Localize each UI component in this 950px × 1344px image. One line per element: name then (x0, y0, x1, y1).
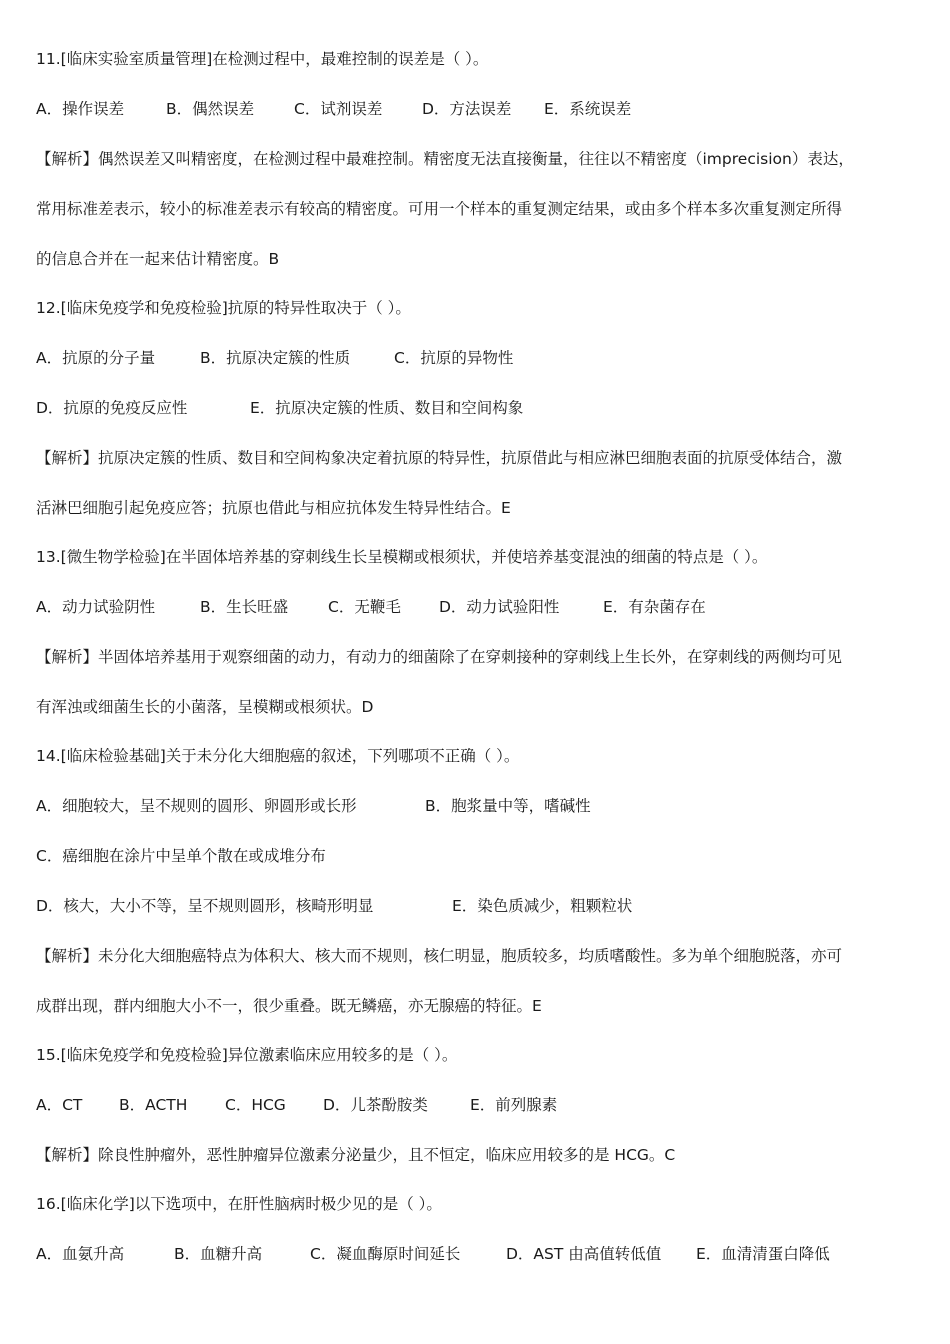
question-11-analysis-line: 的信息合并在一起来估计精密度。B (36, 250, 280, 268)
option-a: A．血氨升高 (36, 1245, 125, 1263)
option-e: E．染色质减少，粗颗粒状 (452, 897, 633, 915)
option-a: A．细胞较大，呈不规则的圆形、卵圆形或长形 (36, 797, 357, 815)
option-b: B．ACTH (119, 1096, 188, 1114)
question-11-options (36, 98, 916, 120)
option-c: C．无鞭毛 (328, 598, 401, 616)
question-11-analysis-line: 常用标准差表示，较小的标准差表示有较高的精密度。可用一个样本的重复测定结果，或由多个样本多次重复测定所得 (36, 200, 843, 218)
option-e: E．系统误差 (544, 100, 632, 118)
option-c: C．试剂误差 (294, 100, 383, 118)
option-b: B．胞浆量中等，嗜碱性 (425, 797, 591, 815)
question-11-stem: 11.[临床实验室质量管理]在检测过程中，最难控制的误差是（ ）。 (36, 50, 489, 68)
question-12-stem: 12.[临床免疫学和免疫检验]抗原的特异性取决于（ ）。 (36, 299, 411, 317)
question-14-analysis-line: 【解析】未分化大细胞癌特点为体积大、核大而不规则，核仁明显，胞质较多，均质嗜酸性。多为单个细胞脱落，亦可 (36, 947, 843, 965)
option-b: B．血糖升高 (174, 1245, 263, 1263)
question-12-options (36, 347, 916, 369)
option-e: E．血清清蛋白降低 (696, 1245, 830, 1263)
question-12-analysis-line: 活淋巴细胞引起免疫应答；抗原也借此与相应抗体发生特异性结合。E (36, 499, 511, 517)
question-14-stem: 14.[临床检验基础]关于未分化大细胞癌的叙述，下列哪项不正确（ ）。 (36, 747, 520, 765)
option-a: A．动力试验阴性 (36, 598, 156, 616)
option-d: D．动力试验阳性 (439, 598, 560, 616)
question-13-analysis-line: 有浑浊或细菌生长的小菌落，呈模糊或根须状。D (36, 698, 374, 716)
question-12-analysis-line: 【解析】抗原决定簇的性质、数目和空间构象决定着抗原的特异性，抗原借此与相应淋巴细胞表面的抗原受体结合，激 (36, 449, 843, 467)
option-d: D．儿茶酚胺类 (323, 1096, 428, 1114)
option-b: B．偶然误差 (166, 100, 255, 118)
question-12-options (36, 397, 916, 419)
question-15-options (36, 1094, 916, 1116)
option-c: C．凝血酶原时间延长 (310, 1245, 461, 1263)
option-c: C．癌细胞在涂片中呈单个散在或成堆分布 (36, 847, 326, 865)
option-d: D．AST 由高值转低值 (506, 1245, 662, 1263)
option-d: D．核大，大小不等，呈不规则圆形，核畸形明显 (36, 897, 374, 915)
question-13-options (36, 596, 916, 618)
option-e: E．抗原决定簇的性质、数目和空间构象 (250, 399, 524, 417)
question-14-analysis-line: 成群出现，群内细胞大小不一，很少重叠。既无鳞癌，亦无腺癌的特征。E (36, 997, 542, 1015)
question-13-stem: 13.[微生物学检验]在半固体培养基的穿刺线生长呈模糊或根须状，并使培养基变混浊的细菌的特点是（ ）。 (36, 548, 768, 566)
question-14-options (36, 845, 916, 867)
question-14-options (36, 895, 916, 917)
option-b: B．抗原决定簇的性质 (200, 349, 351, 367)
question-16-options (36, 1243, 916, 1265)
question-15-analysis-line: 【解析】除良性肿瘤外，恶性肿瘤异位激素分泌量少，且不恒定，临床应用较多的是 HCG。C (36, 1146, 676, 1164)
question-14-options (36, 795, 916, 817)
question-16-stem: 16.[临床化学]以下选项中，在肝性脑病时极少见的是（ ）。 (36, 1195, 442, 1213)
option-e: E．有杂菌存在 (603, 598, 706, 616)
option-b: B．生长旺盛 (200, 598, 289, 616)
question-11-analysis-line: 【解析】偶然误差又叫精密度，在检测过程中最难控制。精密度无法直接衡量，往往以不精密度（imprecision）表达， (36, 150, 854, 168)
option-a: A．CT (36, 1096, 83, 1114)
question-15-stem: 15.[临床免疫学和免疫检验]异位激素临床应用较多的是（ ）。 (36, 1046, 458, 1064)
option-c: C．HCG (225, 1096, 286, 1114)
option-d: D．抗原的免疫反应性 (36, 399, 188, 417)
option-e: E．前列腺素 (470, 1096, 558, 1114)
option-a: A．抗原的分子量 (36, 349, 156, 367)
option-c: C．抗原的异物性 (394, 349, 514, 367)
option-a: A．操作误差 (36, 100, 125, 118)
question-13-analysis-line: 【解析】半固体培养基用于观察细菌的动力，有动力的细菌除了在穿刺接种的穿刺线上生长外，在穿刺线的两侧均可见 (36, 648, 843, 666)
option-d: D．方法误差 (422, 100, 512, 118)
